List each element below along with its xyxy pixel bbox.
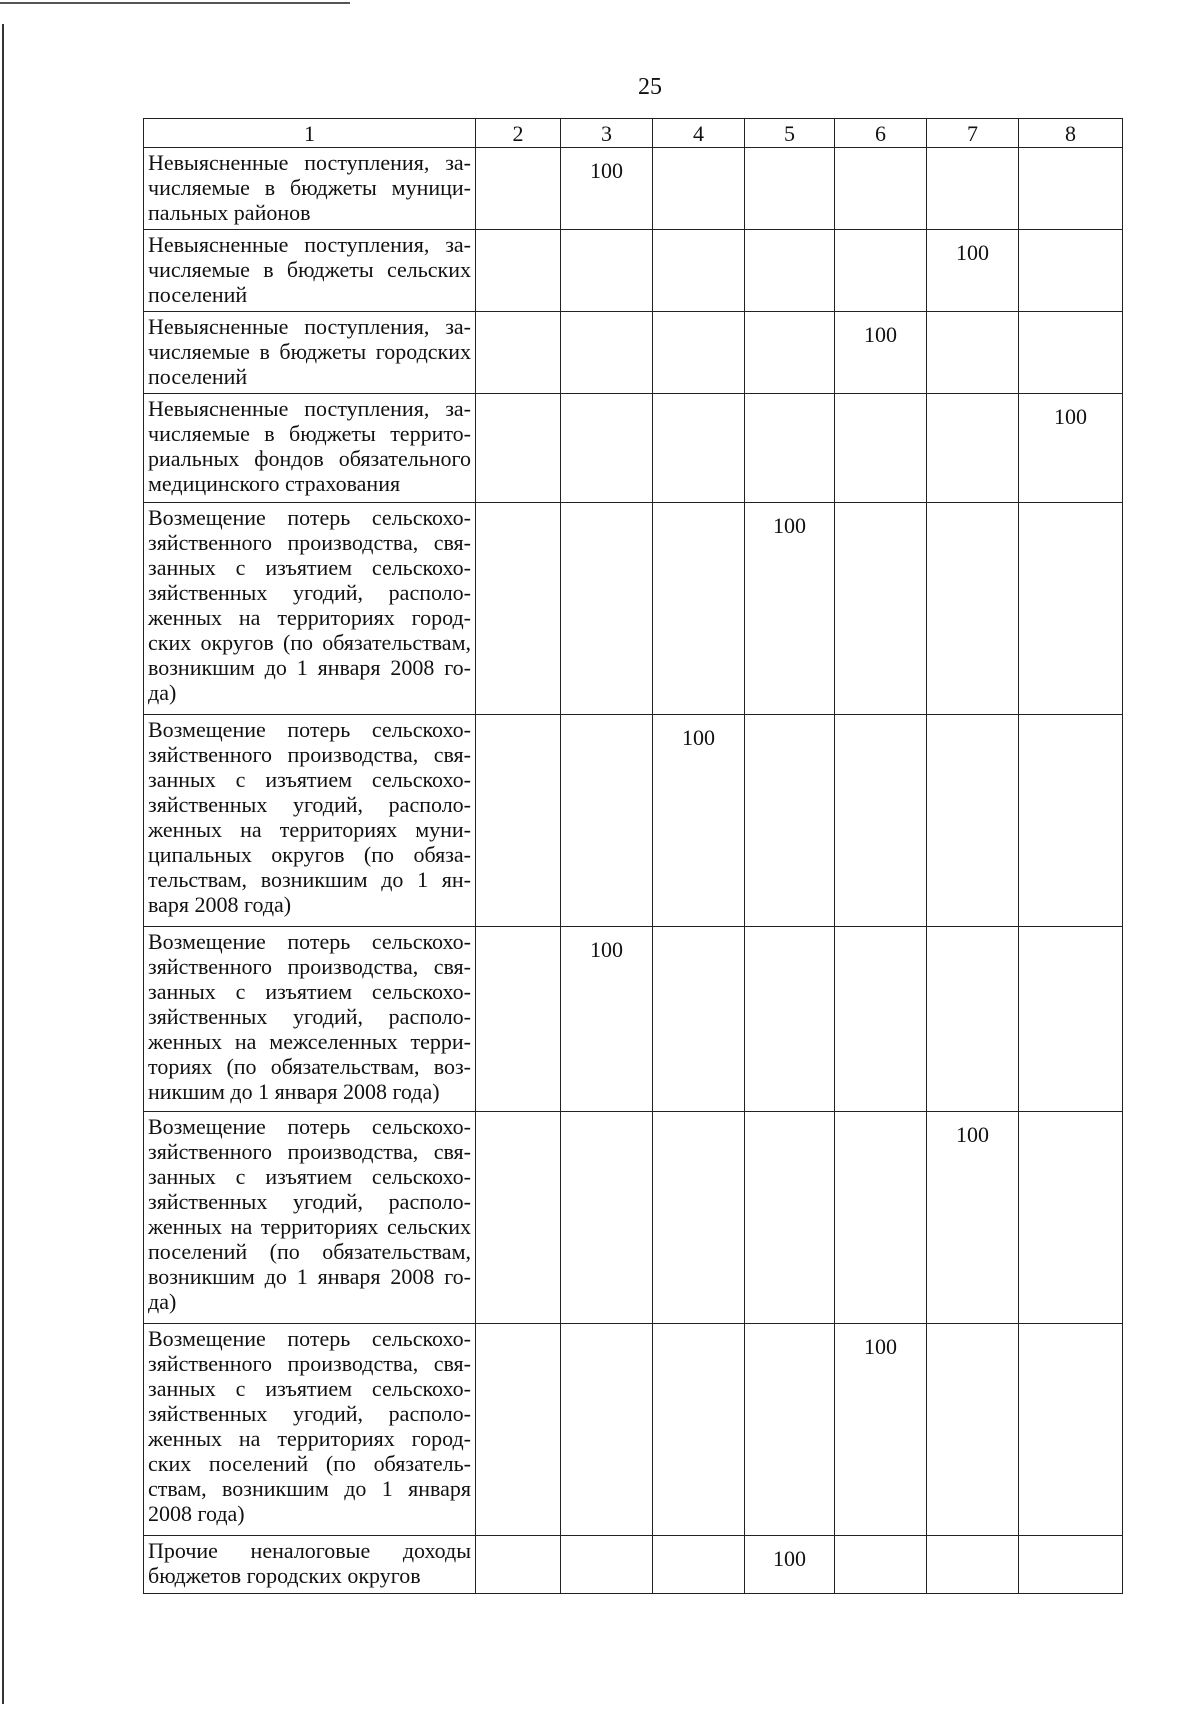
description-line: зяйственных угодий, располо-: [148, 1401, 471, 1426]
empty-cell: [1019, 1324, 1123, 1536]
table-body: [144, 119, 1123, 1594]
row-description: [144, 1324, 476, 1536]
table-row: [144, 715, 1123, 927]
column-header: 8: [1019, 119, 1123, 148]
empty-cell: [835, 715, 927, 927]
empty-cell: [476, 312, 561, 394]
column-header: 2: [476, 119, 561, 148]
empty-cell: [653, 1324, 745, 1536]
description-line: женных на территориях город-: [148, 605, 471, 630]
description-line: женных на территориях сельских: [148, 1214, 471, 1239]
empty-cell: [476, 148, 561, 230]
description-line: Возмещение потерь сельскохо-: [148, 717, 471, 742]
empty-cell: [653, 148, 745, 230]
description-line: зяйственных угодий, располо-: [148, 1189, 471, 1214]
description-line: поселений (по обязательствам,: [148, 1239, 471, 1264]
description-line: возникшим до 1 января 2008 го-: [148, 655, 471, 680]
description-line: ствам, возникшим до 1 января: [148, 1476, 471, 1501]
table-row: [144, 503, 1123, 715]
description-line: женных на межселенных терри-: [148, 1029, 471, 1054]
percent-value: 100: [745, 503, 835, 715]
description-line: женных на территориях город-: [148, 1426, 471, 1451]
empty-cell: [653, 230, 745, 312]
empty-cell: [653, 1536, 745, 1594]
description-line: тельствам, возникшим до 1 ян-: [148, 867, 471, 892]
description-line: риальных фондов обязательного: [148, 446, 471, 471]
empty-cell: [653, 394, 745, 503]
empty-cell: [561, 312, 653, 394]
description-line: зяйственных угодий, располо-: [148, 1004, 471, 1029]
empty-cell: [835, 1112, 927, 1324]
description-line: Невыясненные поступления, за-: [148, 396, 471, 421]
description-line: варя 2008 года): [148, 892, 292, 917]
empty-cell: [476, 230, 561, 312]
description-line: да): [148, 680, 177, 705]
empty-cell: [1019, 312, 1123, 394]
description-line: зяйственного производства, свя-: [148, 1139, 471, 1164]
empty-cell: [745, 715, 835, 927]
empty-cell: [476, 1324, 561, 1536]
description-line: Невыясненные поступления, за-: [148, 232, 471, 257]
empty-cell: [927, 1536, 1019, 1594]
empty-cell: [745, 394, 835, 503]
description-line: ских поселений (по обязатель-: [148, 1451, 471, 1476]
empty-cell: [476, 394, 561, 503]
empty-cell: [1019, 715, 1123, 927]
empty-cell: [927, 312, 1019, 394]
percent-value: 100: [745, 1536, 835, 1594]
empty-cell: [561, 230, 653, 312]
empty-cell: [561, 503, 653, 715]
description-line: Невыясненные поступления, за-: [148, 314, 471, 339]
table-row: [144, 1324, 1123, 1536]
table-row: [144, 1536, 1123, 1594]
table-row: [144, 230, 1123, 312]
description-line: возникшим до 1 января 2008 го-: [148, 1264, 471, 1289]
description-line: поселений: [148, 364, 248, 389]
table-header-row: [144, 119, 1123, 148]
empty-cell: [561, 394, 653, 503]
description-line: женных на территориях муни-: [148, 817, 471, 842]
description-line: зяйственного производства, свя-: [148, 954, 471, 979]
description-line: занных с изъятием сельскохо-: [148, 767, 471, 792]
empty-cell: [835, 394, 927, 503]
empty-cell: [835, 927, 927, 1112]
description-line: бюджетов городских округов: [148, 1563, 421, 1588]
percent-value: 100: [1019, 394, 1123, 503]
table-row: [144, 148, 1123, 230]
description-line: занных с изъятием сельскохо-: [148, 979, 471, 1004]
empty-cell: [835, 503, 927, 715]
empty-cell: [927, 148, 1019, 230]
description-line: зяйственного производства, свя-: [148, 530, 471, 555]
empty-cell: [745, 148, 835, 230]
description-line: поселений: [148, 282, 248, 307]
description-line: Невыясненные поступления, за-: [148, 150, 471, 175]
description-line: ториях (по обязательствам, воз-: [148, 1054, 471, 1079]
empty-cell: [745, 230, 835, 312]
percent-value: 100: [835, 312, 927, 394]
description-line: числяемые в бюджеты муници-: [148, 175, 471, 200]
empty-cell: [745, 1112, 835, 1324]
row-description: [144, 230, 476, 312]
description-line: Возмещение потерь сельскохо-: [148, 505, 471, 530]
description-line: Возмещение потерь сельскохо-: [148, 1326, 471, 1351]
empty-cell: [476, 715, 561, 927]
description-line: медицинского страхования: [148, 471, 401, 496]
description-line: зяйственного производства, свя-: [148, 742, 471, 767]
column-header: 7: [927, 119, 1019, 148]
description-line: 2008 года): [148, 1501, 245, 1526]
empty-cell: [1019, 230, 1123, 312]
description-line: Возмещение потерь сельскохо-: [148, 1114, 471, 1139]
description-line: числяемые в бюджеты террито-: [148, 421, 471, 446]
table-row: [144, 312, 1123, 394]
table-row: [144, 927, 1123, 1112]
percent-value: 100: [927, 230, 1019, 312]
row-description: [144, 394, 476, 503]
description-line: Возмещение потерь сельскохо-: [148, 929, 471, 954]
scan-edge-left: [2, 24, 4, 1704]
empty-cell: [561, 1324, 653, 1536]
percent-value: 100: [561, 927, 653, 1112]
description-line: числяемые в бюджеты городских: [148, 339, 471, 364]
empty-cell: [745, 927, 835, 1112]
empty-cell: [1019, 148, 1123, 230]
description-line: числяемые в бюджеты сельских: [148, 257, 471, 282]
empty-cell: [1019, 503, 1123, 715]
empty-cell: [1019, 1536, 1123, 1594]
table-row: [144, 394, 1123, 503]
empty-cell: [927, 503, 1019, 715]
empty-cell: [561, 1536, 653, 1594]
column-header: 6: [835, 119, 927, 148]
description-line: занных с изъятием сельскохо-: [148, 555, 471, 580]
description-line: Прочие неналоговые доходы: [148, 1538, 471, 1563]
percent-value: 100: [561, 148, 653, 230]
row-description: [144, 715, 476, 927]
row-description: [144, 1112, 476, 1324]
description-line: ципальных округов (по обяза-: [148, 842, 471, 867]
row-description: [144, 312, 476, 394]
empty-cell: [476, 1536, 561, 1594]
page-number: 25: [638, 74, 662, 100]
empty-cell: [745, 1324, 835, 1536]
description-line: ских округов (по обязательствам,: [148, 630, 471, 655]
percent-value: 100: [653, 715, 745, 927]
column-header: 4: [653, 119, 745, 148]
empty-cell: [476, 1112, 561, 1324]
description-line: зяйственных угодий, располо-: [148, 580, 471, 605]
empty-cell: [653, 503, 745, 715]
empty-cell: [835, 148, 927, 230]
empty-cell: [653, 927, 745, 1112]
row-description: [144, 1536, 476, 1594]
empty-cell: [927, 1324, 1019, 1536]
description-line: занных с изъятием сельскохо-: [148, 1376, 471, 1401]
column-header: 1: [144, 119, 476, 148]
row-description: [144, 927, 476, 1112]
row-description: [144, 148, 476, 230]
empty-cell: [653, 1112, 745, 1324]
empty-cell: [561, 715, 653, 927]
description-line: зяйственных угодий, располо-: [148, 792, 471, 817]
empty-cell: [653, 312, 745, 394]
revenue-distribution-table: [143, 118, 1123, 1594]
description-line: да): [148, 1289, 177, 1314]
column-header: 3: [561, 119, 653, 148]
empty-cell: [835, 1536, 927, 1594]
empty-cell: [476, 503, 561, 715]
empty-cell: [745, 312, 835, 394]
column-header: 5: [745, 119, 835, 148]
percent-value: 100: [927, 1112, 1019, 1324]
empty-cell: [561, 1112, 653, 1324]
empty-cell: [1019, 1112, 1123, 1324]
table-row: [144, 1112, 1123, 1324]
description-line: никшим до 1 января 2008 года): [148, 1079, 440, 1104]
empty-cell: [835, 230, 927, 312]
percent-value: 100: [835, 1324, 927, 1536]
description-line: пальных районов: [148, 200, 311, 225]
empty-cell: [927, 715, 1019, 927]
row-description: [144, 503, 476, 715]
empty-cell: [927, 394, 1019, 503]
empty-cell: [1019, 927, 1123, 1112]
description-line: занных с изъятием сельскохо-: [148, 1164, 471, 1189]
scan-edge-top: [0, 2, 350, 4]
empty-cell: [927, 927, 1019, 1112]
empty-cell: [476, 927, 561, 1112]
description-line: зяйственного производства, свя-: [148, 1351, 471, 1376]
